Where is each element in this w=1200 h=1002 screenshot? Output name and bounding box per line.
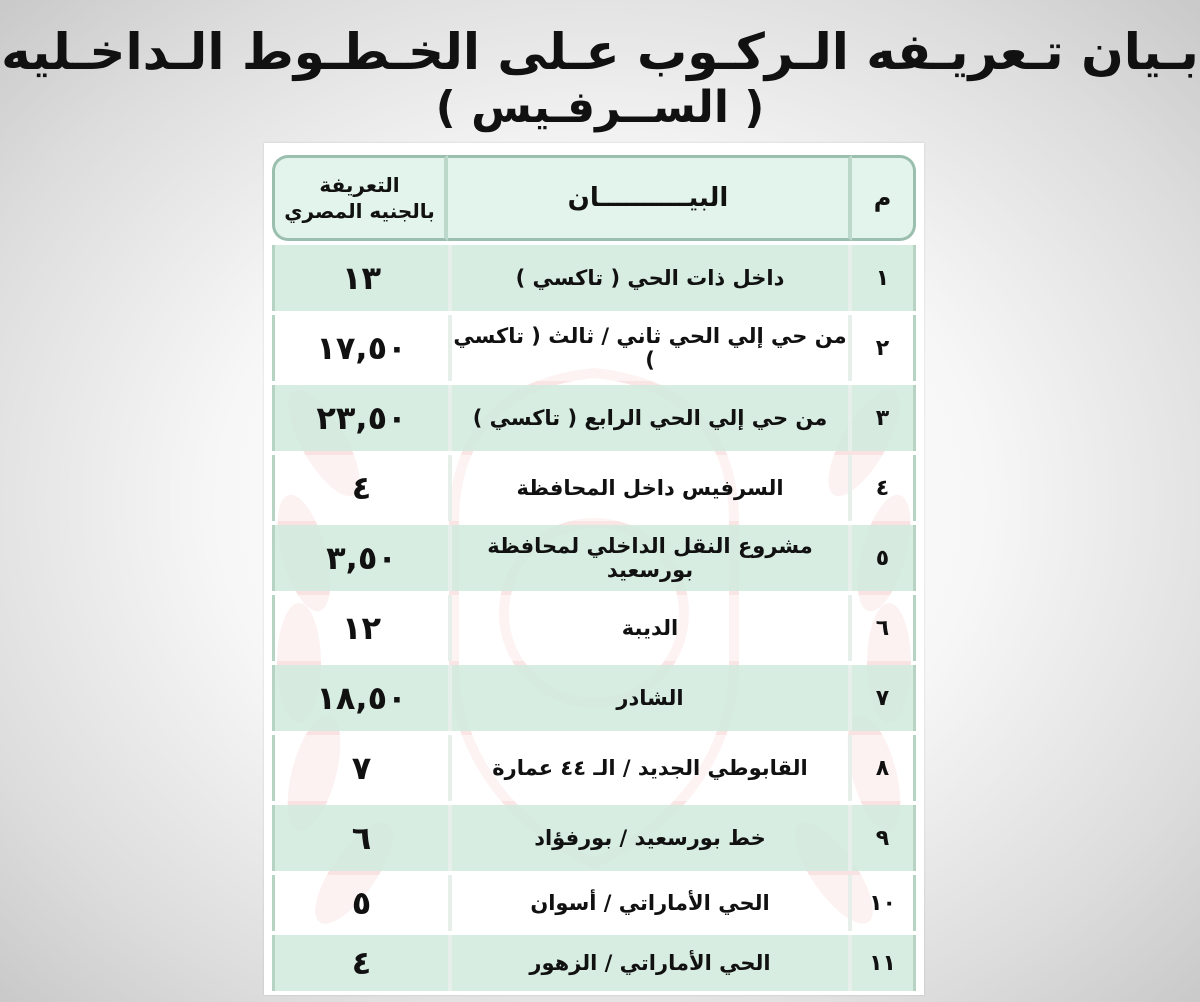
row-number: ٦ bbox=[852, 595, 916, 661]
row-description: داخل ذات الحي ( تاكسي ) bbox=[448, 245, 852, 311]
header-fare-line1: التعريفة bbox=[319, 173, 400, 197]
row-fare: ١٣ bbox=[272, 245, 448, 311]
row-number: ٣ bbox=[852, 385, 916, 451]
fare-table bbox=[272, 151, 916, 995]
row-description: الديبة bbox=[448, 595, 852, 661]
row-number: ١ bbox=[852, 245, 916, 311]
page-title bbox=[0, 22, 1200, 134]
row-fare: ٤ bbox=[272, 935, 448, 991]
row-description: القابوطي الجديد / الـ ٤٤ عمارة bbox=[448, 735, 852, 801]
row-fare: ٤ bbox=[272, 455, 448, 521]
table-row bbox=[272, 455, 916, 521]
title-main: بـيان تـعريـفه الـركـوب عـلى الخـطـوط الـداخـليه bbox=[1, 23, 1199, 81]
row-description: الحي الأماراتي / الزهور bbox=[448, 935, 852, 991]
table-row bbox=[272, 935, 916, 991]
row-fare: ٣,٥٠ bbox=[272, 525, 448, 591]
table-row bbox=[272, 875, 916, 931]
row-number: ١٠ bbox=[852, 875, 916, 931]
row-description: من حي إلي الحي ثاني / ثالث ( تاكسي ) bbox=[448, 315, 852, 381]
table-row bbox=[272, 665, 916, 731]
row-number: ٢ bbox=[852, 315, 916, 381]
header-fare bbox=[272, 155, 448, 241]
table-header-row bbox=[272, 155, 916, 241]
header-fare-line2: بالجنيه المصري bbox=[284, 199, 435, 223]
table-row bbox=[272, 525, 916, 591]
table-row bbox=[272, 805, 916, 871]
table-row bbox=[272, 595, 916, 661]
header-description: البيــــــــــان bbox=[448, 155, 852, 241]
row-number: ٨ bbox=[852, 735, 916, 801]
row-number: ٥ bbox=[852, 525, 916, 591]
row-description: مشروع النقل الداخلي لمحافظة بورسعيد bbox=[448, 525, 852, 591]
row-description: الشادر bbox=[448, 665, 852, 731]
table-row bbox=[272, 385, 916, 451]
row-description: خط بورسعيد / بورفؤاد bbox=[448, 805, 852, 871]
row-description: من حي إلي الحي الرابع ( تاكسي ) bbox=[448, 385, 852, 451]
title-sub: ( الســرفـيس ) bbox=[435, 82, 765, 133]
row-fare: ١٨,٥٠ bbox=[272, 665, 448, 731]
table-row bbox=[272, 245, 916, 311]
fare-sheet bbox=[264, 143, 924, 995]
table-row bbox=[272, 735, 916, 801]
table-row bbox=[272, 315, 916, 381]
row-number: ٤ bbox=[852, 455, 916, 521]
header-number: م bbox=[852, 155, 916, 241]
row-number: ١١ bbox=[852, 935, 916, 991]
row-fare: ٢٣,٥٠ bbox=[272, 385, 448, 451]
row-fare: ٦ bbox=[272, 805, 448, 871]
row-number: ٩ bbox=[852, 805, 916, 871]
row-fare: ١٧,٥٠ bbox=[272, 315, 448, 381]
row-description: السرفيس داخل المحافظة bbox=[448, 455, 852, 521]
row-description: الحي الأماراتي / أسوان bbox=[448, 875, 852, 931]
row-fare: ٥ bbox=[272, 875, 448, 931]
row-fare: ٧ bbox=[272, 735, 448, 801]
row-number: ٧ bbox=[852, 665, 916, 731]
row-fare: ١٢ bbox=[272, 595, 448, 661]
